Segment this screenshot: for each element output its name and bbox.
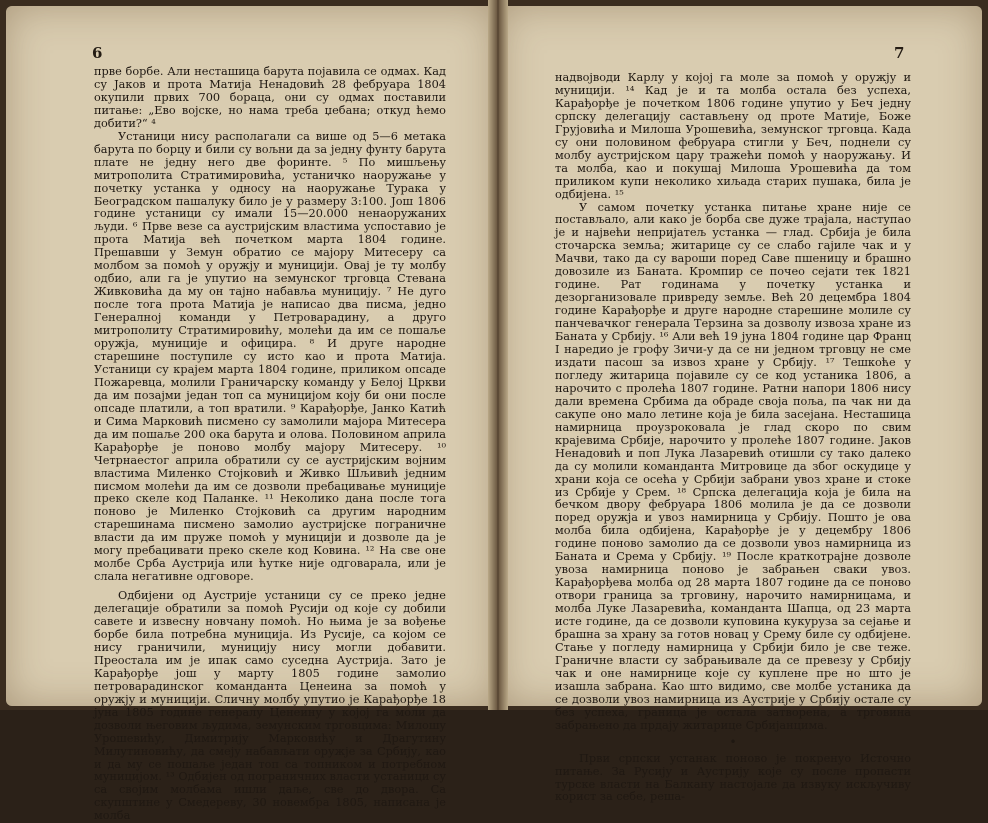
section-divider: • [729, 734, 737, 749]
paragraph: Одбијени од Аустрије устаници су се преко једне делегације обратили за помоћ Русији од које су добили савете и извесну новчану помоћ. Но њима је за вођење борбе била потребна муниција. Из Русије, са којом се нису граничили, муницију нису могли добавити. Преостала им је ипак само суседна Аустрија. Зато је Карађорђе још у марту 1805 године замолио петроварадинског команданта Ценеина за помоћ у оружју и муницији. Сличну молбу упутио је Карађорђе 18 јуна 1805 године генералу Ценеину у којој га моли да дозволи његовим људима, земунским трговцима: Милошу Урошевићу, Димитрију Марковићу и Драгутину Милутиновићу, да смеју набављати оружје за Србију, као и да му се пошаље један топ са топником и потребном муницијом. ¹³ Одбијен од пограничних власти устаници су са својим молбама ишли даље, све до двора. Са скупштине у Смедереву, 30 новембра 1805, написана је молба [94, 589, 446, 823]
page-number-right: 7 [894, 44, 905, 62]
left-page [6, 6, 494, 823]
page-number-left: 6 [92, 44, 103, 62]
paragraph: надвојводи Карлу у којој га моле за помоћ у оружју и муницији. ¹⁴ Кад је и та молба остала без успеха, Карађорђе је почетком 1806 године упутио у Беч једну српску делегацију састављену од проте Матије, Боже Грујовића и Милоша Урошевића, земунског трговца. Када су они половином фебруара стигли у Беч, поднели су молбу аустријском цару тражећи помоћ у наоружању. И та молба, као и покушај Милоша Урошевића да том приликом купи неколико хиљада старих пушака, била је одбијена. ¹⁵ [555, 71, 911, 201]
right-page [500, 6, 982, 804]
paragraph: У самом почетку устанка питање хране није се постављало, али како је борба све дуже трајала, наступао је и највећи непријатељ устанка — глад. Србија је била сточарска земља; житарице су се слабо гајиле чак и у Мачви, тако да су вароши поред Саве пшеницу и брашно довозиле из Баната. Кромпир се почео сејати тек 1821 године. Рат годинама у почетку устанка и дезорганизовале привреду земље. Већ 20 децембра 1804 године Карађорђе и друге народне старешине молиле су панчевачког генерала Терзина за дозволу извоза хране из Баната у Србију. ¹⁶ Али већ 19 јуна 1804 године цар Франц I наредио је грофу Зичи-у да се ни једном трговцу не сме издати пасош за извоз хране у Србију. ¹⁷ Тешкоће у погледу житарица појавиле су се код устаника 1806, а нарочито с пролећа 1807 године. Ратни напори 1806 нису дали времена Србима да обраде своја поља, па чак ни да сакупе оно мало летине која је била засејана. Несташица намирница проузроковала је глад скоро по свим крајевима Србије, нарочито у пролеће 1807 године. Јаков Ненадовић и поп Лука Лазаревић отишли су тако далеко да су молили команданта Митровице да због оскудице у храни која се осећа у Србији забрани увоз хране и стоке из Србије у Срем. ¹⁸ Српска делегација која је била на бечком двору фебруара 1806 молила је да се дозволи поред оружја и увоз намирница у Србију. Пошто је ова молба била одбијена, Карађорђе је у децембру 1806 године поново замолио да се дозволи увоз намирница из Баната и Срема у Србију. ¹⁹ После краткотрајне дозволе увоза намирница поново је забрањен сваки увоз. Карађорђева молба од 28 марта 1807 године да се поново отвори граница за трговину, нарочито намирницама, и молба Луке Лазаревића, команданта Шапца, од 23 марта исте године, да се дозволи куповина кукуруза за сејање и брашна за храну за готов новац у Срему биле су одбијене. Стање у погледу намирница у Србији било је све теже. Граничне власти су забрањивале да се превезу у Србију чак и оне намирнице које су куплене пре но што је изашла забрана. Као што видимо, све молбе устаника да се дозволи увоз намирница из Аустрије у Србију остале су без успеха, граница је остала затворена, а трговина забрањено да прдају житарице Србијанцима. [555, 200, 911, 732]
right-page-text [555, 72, 911, 804]
left-page-text [94, 66, 446, 823]
paragraph: Први српски устанак поново је покренуо Источно питање. За Русију и Аустрију које су после пропасти турске власти на Балкану настојале да извуку искључиву корист за себе, реша- [555, 751, 911, 804]
book-gutter [488, 0, 508, 710]
paragraph: Устаници нису располагали са више од 5—6 метака барута по борцу и били су вољни да за једну фунту барута плате не једну него две форинте. ⁵ По мишљењу митрополита Стратимировића, устаничко наоружање у почетку устанка у односу на наоружање Турака у Београдском пашалуку било је у размеру 3:100. Још 1806 године устаници су имали 15—20.000 ненаоружаних људи. ⁶ Прве везе са аустријским властима успоставио је прота Матија већ почетком марта 1804 године. Прешавши у Земун обратио се мајору Митесеру са молбом за помоћ у оружју и муницији. Овај је ту молбу одбио, али га је упутио на земунског трговца Стевана Живковића да му он тајно набавља муницију. ⁷ Не дуго после тога прота Матија је написао два писма, једно Генералној команди у Петроварадину, а друго митрополиту Стратимировићу, молећи да им се пошаље оружја, муниције и официра. ⁸ И друге народне старешине поступиле су исто као и прота Матија. Устаници су крајем марта 1804 године, приликом опсаде Пожаревца, молили Граничарску команду у Белој Цркви да им позајми један топ са муницијом коју би они после опсаде платили, а топ вратили. ⁹ Карађорђе, Јанко Катић и Сима Марковић писмено су замолили мајора Митесера да им пошаље 200 ока барута и олова. Половином априла Карађорђе је поново молбу мајору Митесеру. ¹⁰ Четрнаестог априла обратили су се аустријским војним властима Миленко Стојковић и Живко Шљивић једним писмом молећи да им се дозволи пребацивање муниције преко скеле код Паланке. ¹¹ Неколико дана после тога поново је Миленко Стојковић са другим народним старешинама писмено замолио аустријске пограничне власти да им пруже помоћ у муницији и дозволе да је могу пребацивати преко скеле код Ковина. ¹² На све оне молбе Срба Аустрија или ћутке није одговарала, или је слала негативне одговоре. [94, 129, 446, 584]
paragraph: прве борбе. Али несташица барута појавила се одмах. Кад су Јаков и прота Матија Ненадовић 28 фебруара 1804 окупили првих 700 бораца, они су одмах поставили питање: „Ево војске, но нама треба џебана; откуд ћемо добити?“ ⁴ [94, 65, 446, 130]
